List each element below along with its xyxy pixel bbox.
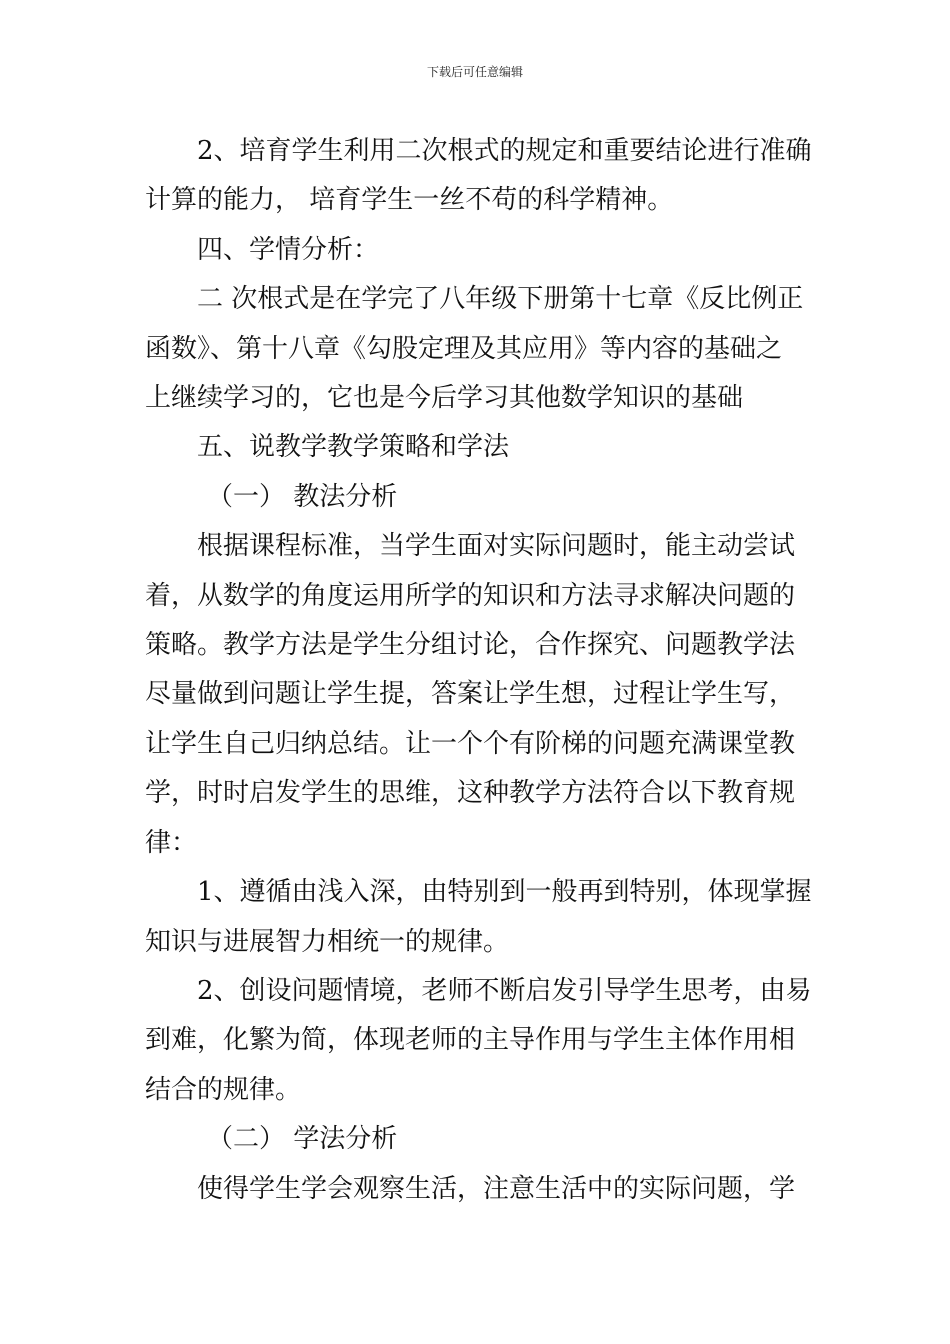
text-line: 让学生自己归纳总结。让一个个有阶梯的问题充满课堂教 bbox=[145, 728, 796, 759]
page-header: 下载后可任意编辑 bbox=[426, 65, 523, 79]
text-line: 2、培育学生利用二次根式的规定和重要结论进行准确 bbox=[197, 136, 812, 166]
text-line: 函数》、第十八章《勾股定理及其应用》等内容的基础之 bbox=[145, 333, 783, 364]
section-heading: 四、学情分析： bbox=[197, 234, 380, 265]
text-line: 上继续学习的，它也是今后学习其他数学知识的基础 bbox=[145, 383, 744, 414]
section-heading: 五、说教学教学策略和学法 bbox=[197, 432, 510, 463]
text-line: 使得学生学会观察生活，注意生活中的实际问题，学 bbox=[197, 1173, 796, 1204]
text-line: 根据课程标准，当学生面对实际问题时，能主动尝试 bbox=[197, 531, 796, 562]
text-line: 二 次根式是在学完了八年级下册第十七章《反比例正 bbox=[197, 284, 804, 315]
subsection-heading: （一） 教法分析 bbox=[207, 481, 398, 512]
text-line: 1、遵循由浅入深，由特别到一般再到特别，体现掌握 bbox=[197, 877, 812, 908]
text-line: 着，从数学的角度运用所学的知识和方法寻求解决问题的 bbox=[145, 580, 796, 611]
text-line: 2、创设问题情境，老师不断启发引导学生思考，由易 bbox=[197, 975, 812, 1006]
text-line: 结合的规律。 bbox=[145, 1074, 302, 1105]
text-line: 知识与进展智力相统一的规律。 bbox=[145, 926, 510, 957]
text-line: 律： bbox=[145, 827, 198, 858]
text-line: 策略。教学方法是学生分组讨论，合作探究、问题教学法 bbox=[145, 630, 796, 661]
subsection-heading: （二） 学法分析 bbox=[207, 1124, 398, 1155]
text-line: 学，时时启发学生的思维，这种教学方法符合以下教育规 bbox=[145, 778, 796, 809]
text-line: 计算的能力， 培育学生一丝不苟的科学精神。 bbox=[145, 185, 674, 216]
document-body bbox=[145, 127, 812, 1214]
text-line: 尽量做到问题让学生提，答案让学生想，过程让学生写， bbox=[145, 679, 796, 710]
text-line: 到难，化繁为简，体现老师的主导作用与学生主体作用相 bbox=[145, 1025, 796, 1056]
